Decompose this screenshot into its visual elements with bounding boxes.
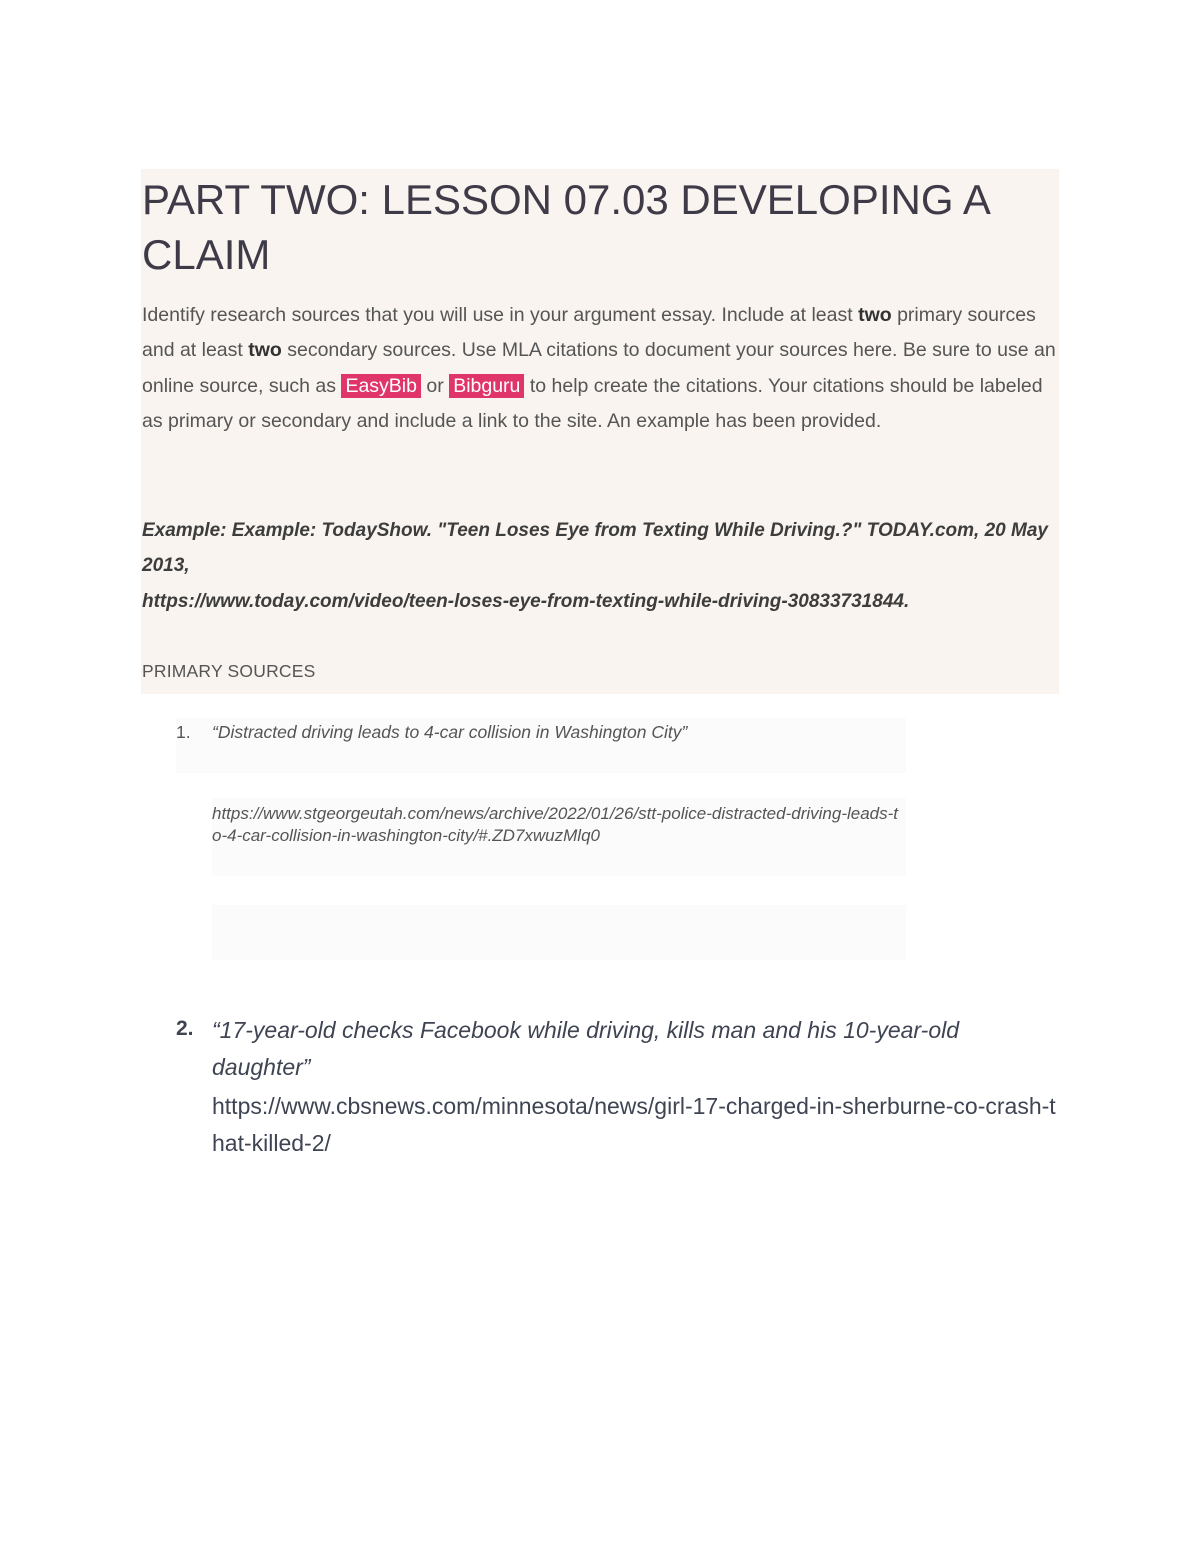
- intro-text-2: primary sources and at least: [142, 304, 1036, 362]
- instructions-text: [142, 298, 1057, 440]
- easybib-link[interactable]: EasyBib: [341, 374, 421, 398]
- intro-text-1: Identify research sources that you will use in your argument essay. Include at least: [142, 304, 859, 326]
- example-citation-text: Example: Example: TodayShow. "Teen Loses Eye from Texting While Driving.?" TODAY.com, 20 May 2013,: [142, 520, 1048, 577]
- intro-text-5: to help create the citations. Your citations should be labeled as primary or secondary and include a link to the site. An example has been provided.: [142, 374, 1043, 433]
- intro-text-3: secondary sources. Use MLA citations to document your sources here. Be sure to use an online source, such as: [142, 339, 1056, 397]
- source-2-url: https://www.cbsnews.com/minnesota/news/girl-17-charged-in-sherburne-co-crash-that-killed-2/: [212, 1093, 1056, 1156]
- intro-text-4: or: [421, 374, 450, 397]
- example-citation: [142, 513, 1057, 619]
- source-1-number: 1.: [176, 722, 191, 742]
- source-2-title: “17-year-old checks Facebook while driving, kills man and his 10-year-old daughter”: [212, 1017, 960, 1080]
- source-1-empty-field[interactable]: [212, 905, 906, 960]
- primary-sources-heading: PRIMARY SOURCES: [142, 661, 316, 681]
- example-citation-url: https://www.today.com/video/teen-loses-eye-from-texting-while-driving-30833731844.: [142, 590, 910, 612]
- bibguru-link[interactable]: Bibguru: [449, 374, 524, 398]
- intro-bold-two-2: two: [248, 339, 282, 362]
- page-title: PART TWO: LESSON 07.03 DEVELOPING A CLAIM: [142, 176, 989, 278]
- source-2-number: 2.: [176, 1017, 194, 1040]
- intro-bold-two-1: two: [858, 304, 892, 326]
- source-1-url: https://www.stgeorgeutah.com/news/archive/2022/01/26/stt-police-distracted-driving-leads-to-4-car-collision-in-washington-city/#.ZD7xwuzMlq0: [212, 804, 899, 845]
- source-1-title: “Distracted driving leads to 4-car collision in Washington City”: [212, 722, 688, 742]
